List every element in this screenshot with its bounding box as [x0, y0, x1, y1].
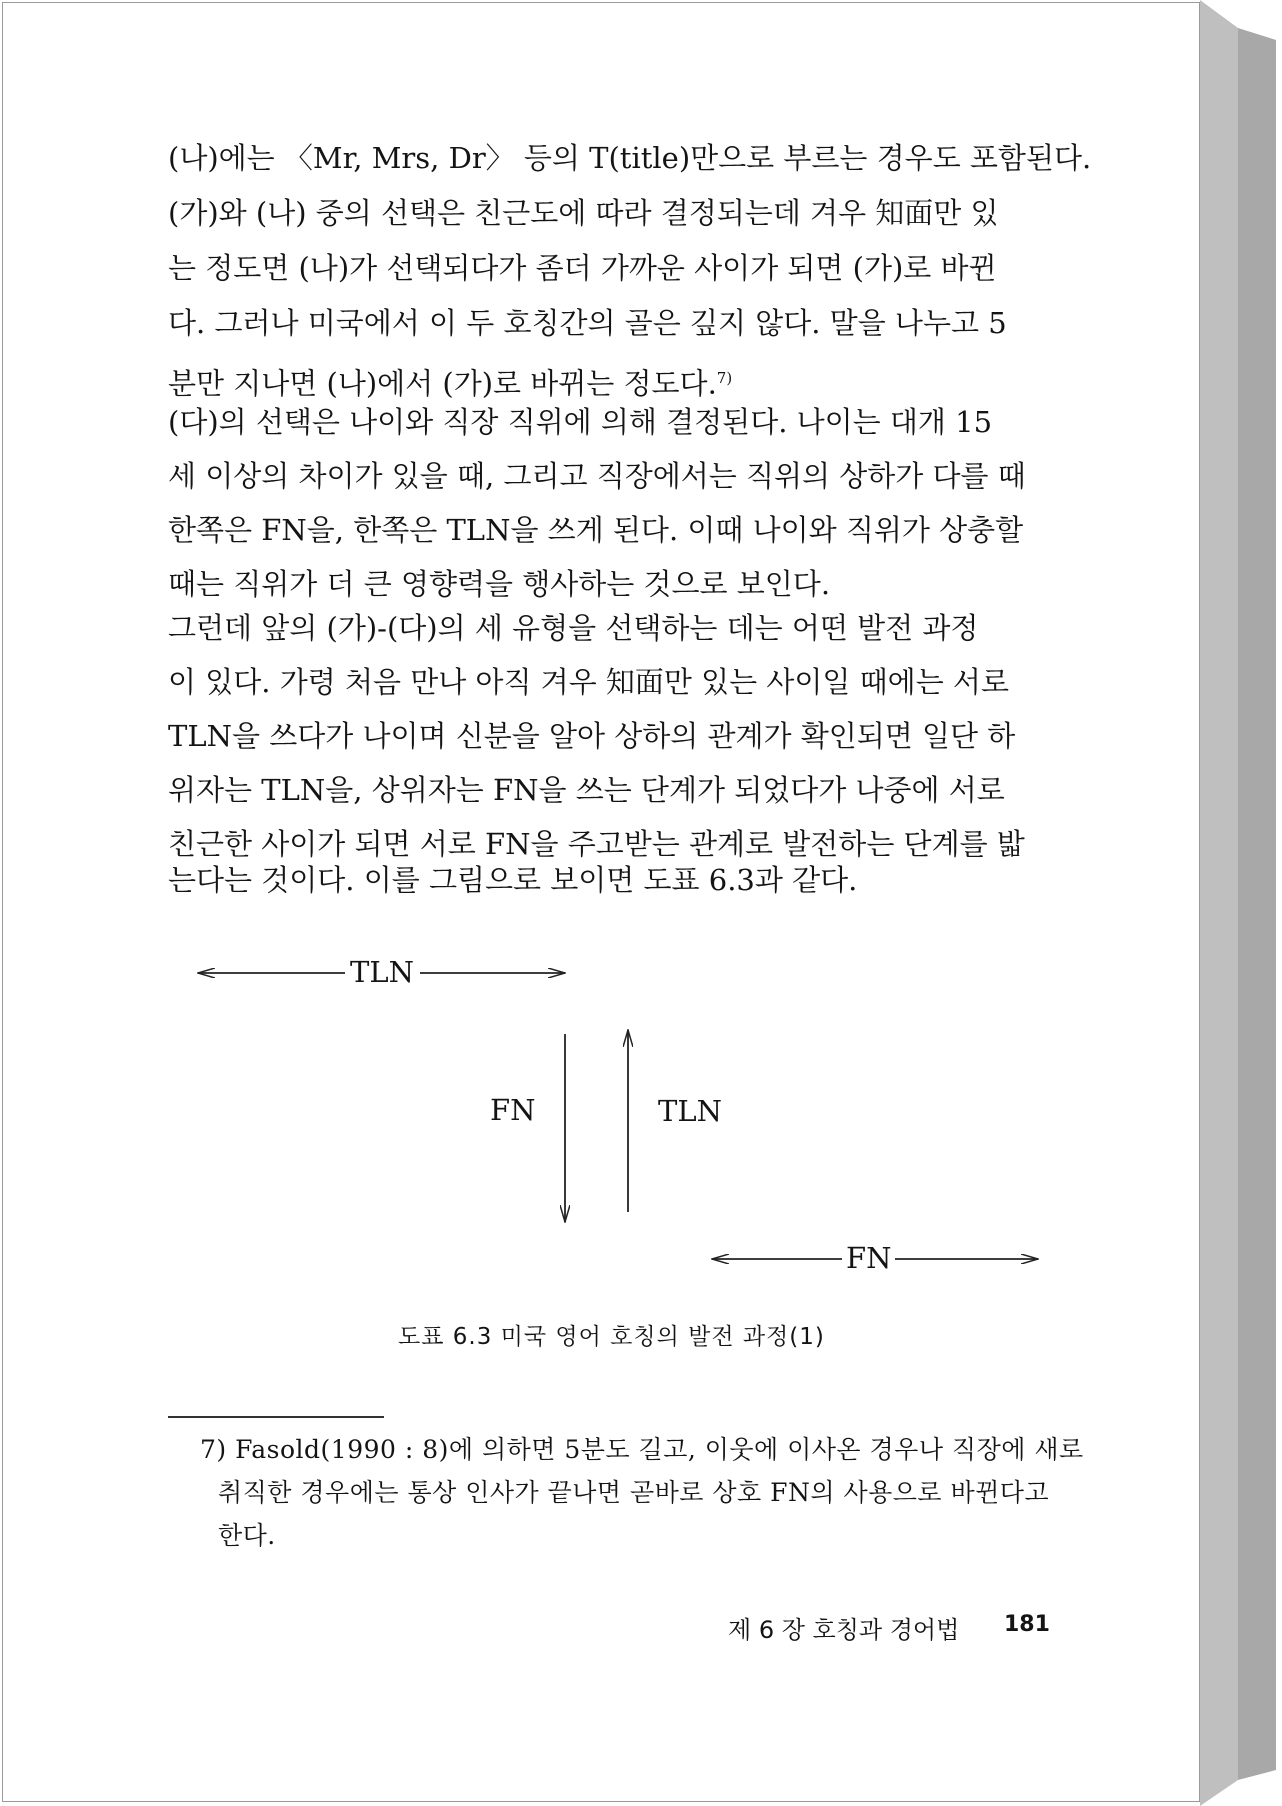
running-head: 제 6 장 호칭과 경어법 [728, 1616, 960, 1644]
body-line-1: (나)에는 〈Mr, Mrs, Dr〉 등의 T(title)만으로 부르는 경우도 포함된다. [168, 141, 1092, 175]
body-line-8: 한쪽은 FN을, 한쪽은 TLN을 쓰게 된다. 이때 나이와 직위가 상충할 [168, 513, 1024, 547]
body-line-3: 는 정도면 (나)가 선택되다가 좀더 가까운 사이가 되면 (가)로 바뀐 [168, 251, 997, 285]
body-line-12: TLN을 쓰다가 나이며 신분을 알아 상하의 관계가 확인되면 일단 하 [168, 719, 1016, 753]
footnote-line-1: 7) Fasold(1990 : 8)에 의하면 5분도 길고, 이웃에 이사온 경우나 직장에 새로 [200, 1435, 1084, 1464]
body-line-7: 세 이상의 차이가 있을 때, 그리고 직장에서는 직위의 상하가 다를 때 [168, 459, 1026, 493]
body-line-15: 는다는 것이다. 이를 그림으로 보이면 도표 6.3과 같다. [168, 863, 858, 897]
diagram-left-label: FN [490, 1093, 536, 1127]
footnote-divider [168, 1416, 384, 1418]
body-line-13: 위자는 TLN을, 상위자는 FN을 쓰는 단계가 되었다가 나중에 서로 [168, 773, 1005, 807]
body-line-14: 친근한 사이가 되면 서로 FN을 주고받는 관계로 발전하는 단계를 밟 [168, 827, 1025, 861]
figure-caption: 도표 6.3 미국 영어 호칭의 발전 과정(1) [398, 1324, 825, 1350]
diagram-right-label: TLN [658, 1094, 722, 1128]
body-line-2: (가)와 (나) 중의 선택은 친근도에 따라 결정되는데 겨우 知面만 있 [168, 196, 999, 230]
body-line-10: 그런데 앞의 (가)-(다)의 세 유형을 선택하는 데는 어떤 발전 과정 [168, 611, 979, 645]
body-line-9: 때는 직위가 더 큰 영향력을 행사하는 것으로 보인다. [168, 567, 831, 601]
body-line-6: (다)의 선택은 나이와 직장 직위에 의해 결정된다. 나이는 대개 15 [168, 405, 993, 439]
body-line-11: 이 있다. 가령 처음 만나 아직 겨우 知面만 있는 사이일 때에는 서로 [168, 665, 1009, 699]
body-line-4: 다. 그러나 미국에서 이 두 호칭간의 골은 깊지 않다. 말을 나누고 5 [168, 306, 1007, 340]
page-number: 181 [1004, 1612, 1050, 1637]
footnote-line-3: 한다. [218, 1521, 276, 1550]
diagram-top-label: TLN [350, 955, 414, 989]
footnote-ref[interactable]: 7) [716, 369, 733, 387]
diagram-bottom-label: FN [846, 1241, 892, 1275]
body-line-5-text: 분만 지나면 (나)에서 (가)로 바뀌는 정도다. [168, 366, 717, 401]
page-spine [1200, 0, 1282, 1806]
footnote-line-2: 취직한 경우에는 통상 인사가 끝나면 곧바로 상호 FN의 사용으로 바뀐다고 [218, 1478, 1050, 1507]
